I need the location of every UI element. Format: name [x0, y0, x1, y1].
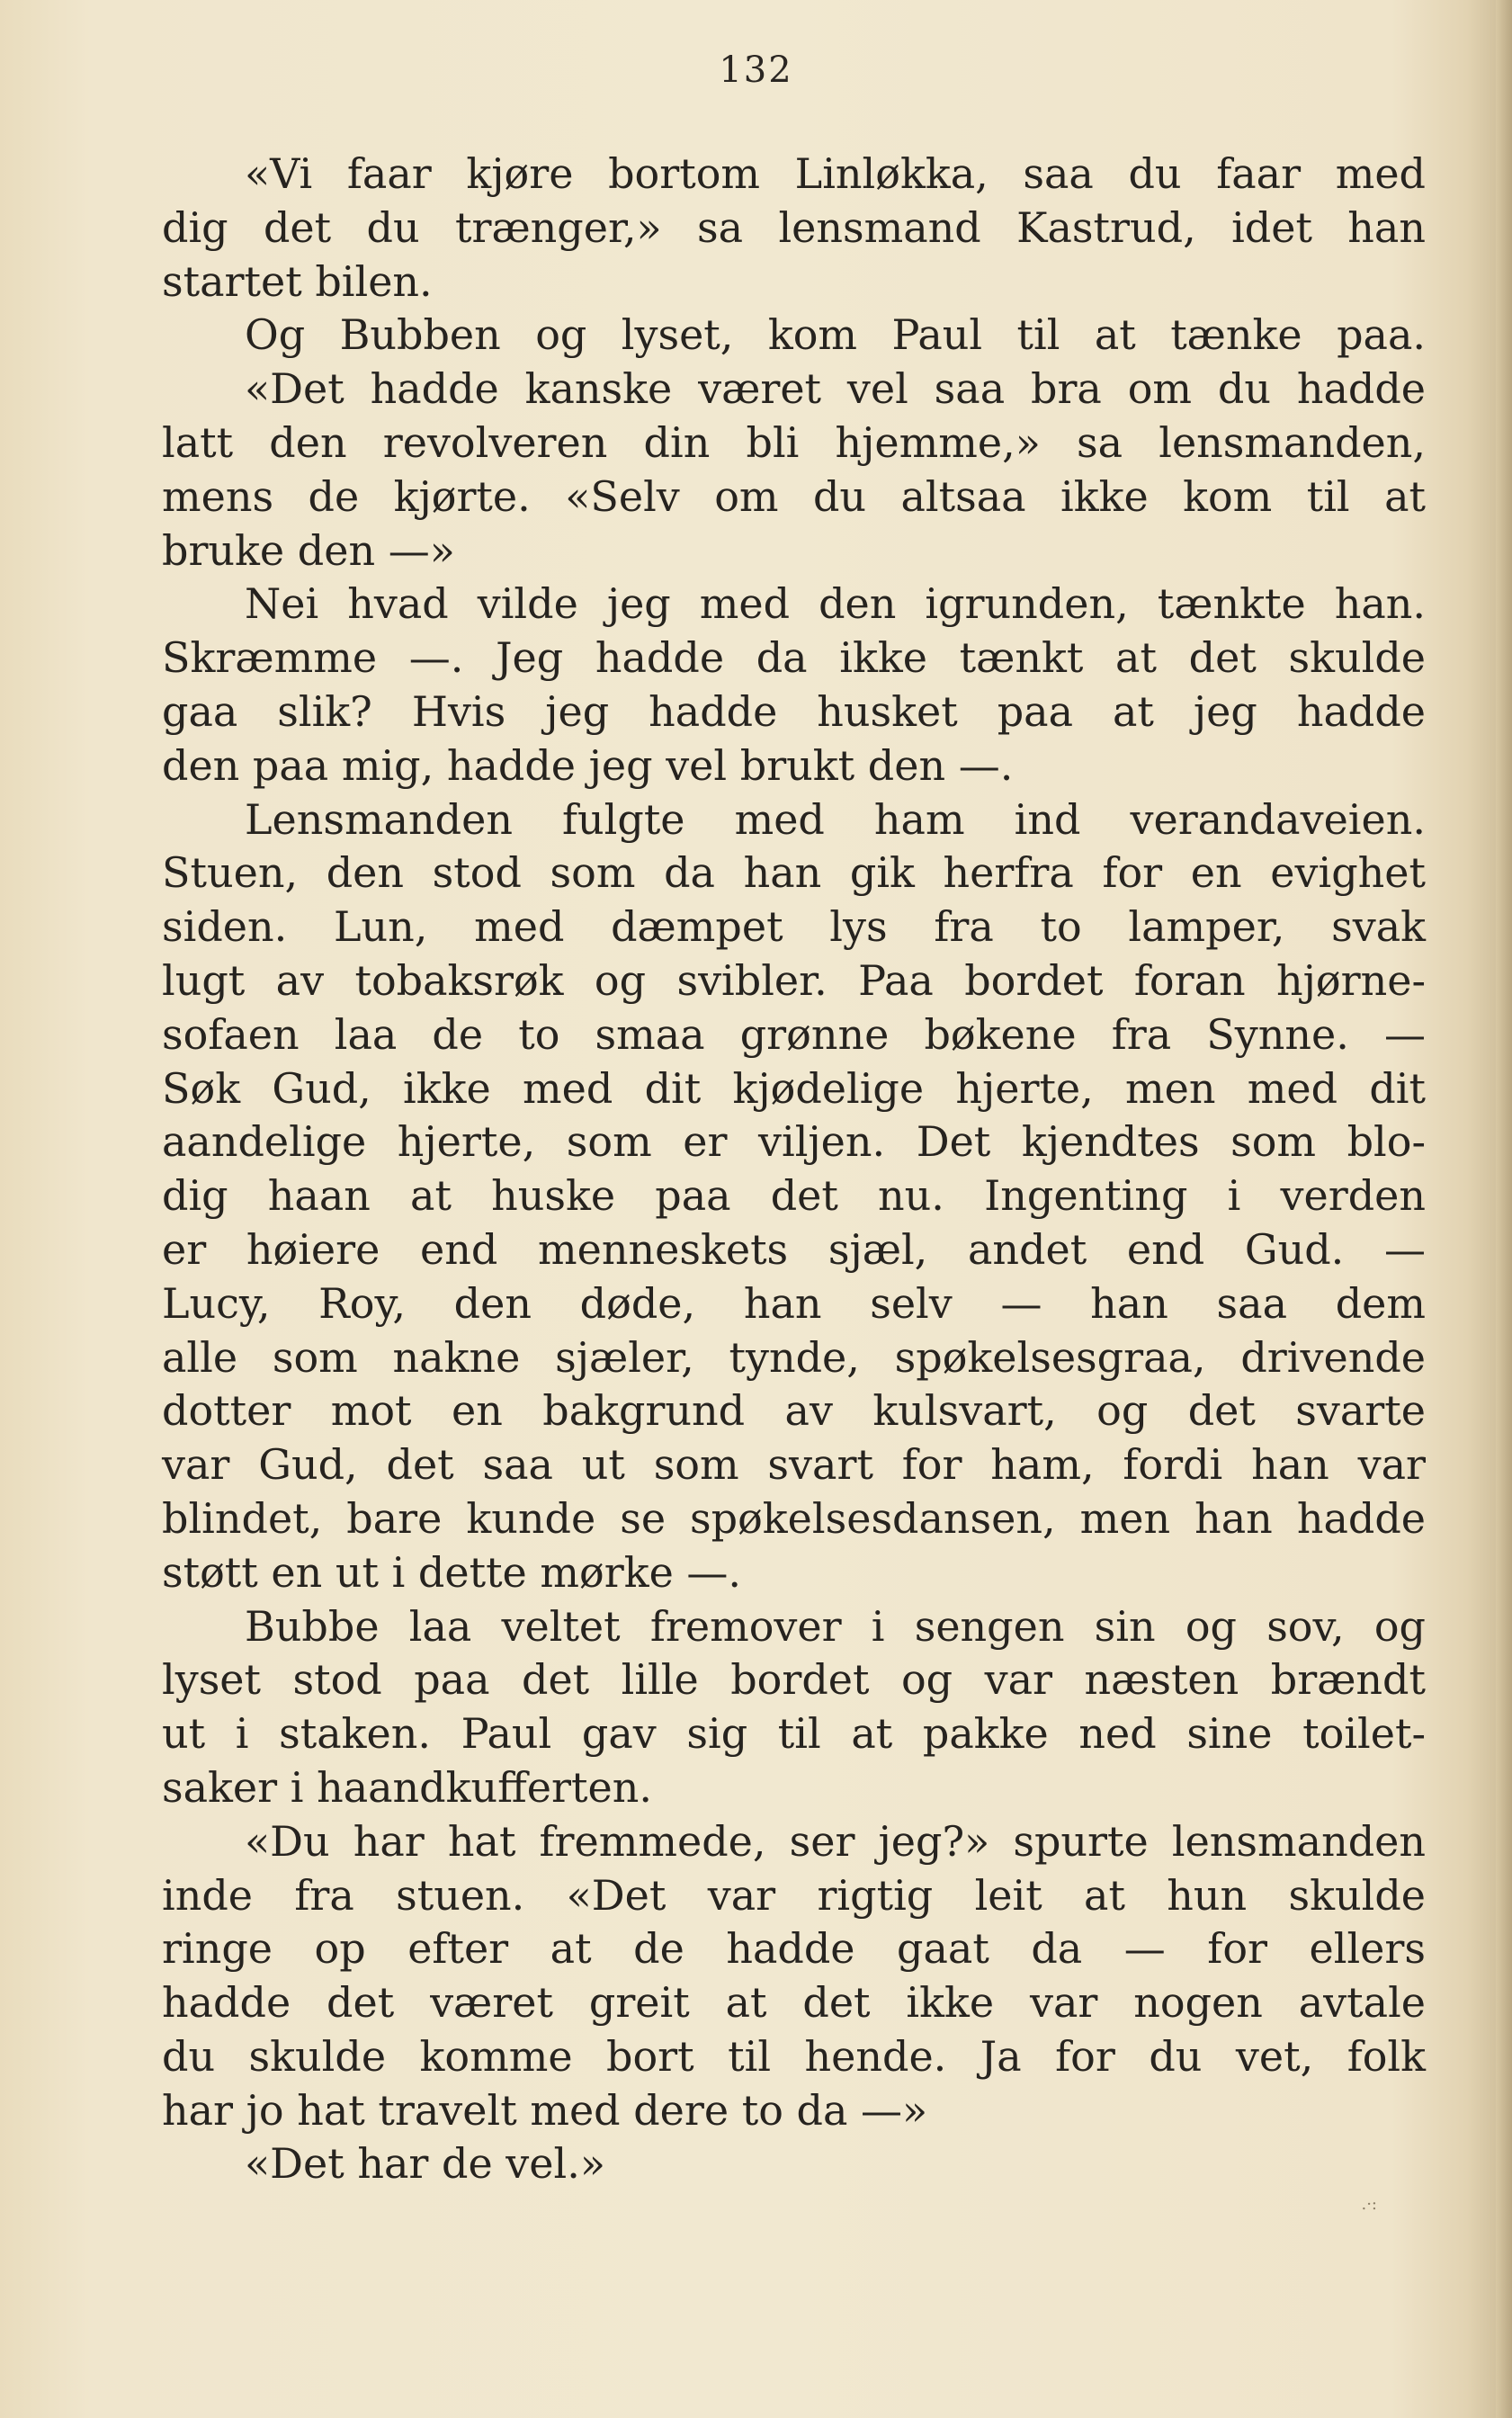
text-line: Skræmme —. Jeg hadde da ikke tænkt at det skulde [162, 633, 1426, 683]
text-line: startet bilen. [162, 256, 433, 306]
text-line: Lensmanden fulgte med ham ind verandaveien. [245, 794, 1426, 844]
text-line: Bubbe laa veltet fremover i sengen sin og sov, og [245, 1601, 1426, 1651]
text-line: Nei hvad vilde jeg med den igrunden, tænkte han. [245, 579, 1426, 629]
text-line: den paa mig, hadde jeg vel brukt den —. [162, 740, 1014, 790]
text-line: var Gud, det saa ut som svart for ham, fordi han var [162, 1440, 1426, 1490]
page-edge [1496, 0, 1512, 2418]
text-line: blindet, bare kunde se spøkelsesdansen, men han hadde [162, 1493, 1426, 1543]
page-number: 132 [719, 49, 793, 91]
text-line: «Vi faar kjøre bortom Linløkka, saa du faar med [245, 149, 1426, 198]
text-line: bruke den —» [162, 525, 455, 575]
text-line: gaa slik? Hvis jeg hadde husket paa at jeg hadde [162, 686, 1426, 736]
text-line: ringe op efter at de hadde gaat da — for ellers [162, 1924, 1426, 1974]
text-line: «Det har de vel.» [245, 2139, 605, 2189]
text-line: Søk Gud, ikke med dit kjødelige hjerte, men med dit [162, 1063, 1426, 1113]
text-line: aandelige hjerte, som er viljen. Det kjendtes som blo- [162, 1117, 1426, 1167]
text-line: alle som nakne sjæler, tynde, spøkelsesgraa, drivende [162, 1332, 1426, 1382]
text-line: sofaen laa de to smaa grønne bøkene fra Synne. — [162, 1009, 1426, 1059]
text-line: siden. Lun, med dæmpet lys fra to lamper, svak [162, 902, 1426, 952]
text-line: ut i staken. Paul gav sig til at pakke ned sine toilet- [162, 1709, 1426, 1759]
text-line: Lucy, Roy, den døde, han selv — han saa dem [162, 1278, 1426, 1328]
text-line: hadde det været greit at det ikke var nogen avtale [162, 1978, 1426, 2028]
text-line: dig det du trænger,» sa lensmand Kastrud, idet han [162, 202, 1426, 252]
text-line: «Du har hat fremmede, ser jeg?» spurte lensmanden [245, 1816, 1426, 1866]
text-line: mens de kjørte. «Selv om du altsaa ikke kom til at [162, 471, 1426, 521]
text-line: lugt av tobaksrøk og svibler. Paa bordet foran hjørne- [162, 955, 1426, 1005]
text-line: dig haan at huske paa det nu. Ingenting i verden [162, 1171, 1426, 1221]
text-line: Stuen, den stod som da han gik herfra for en evighet [162, 848, 1426, 898]
text-line: inde fra stuen. «Det var rigtig leit at hun skulde [162, 1870, 1426, 1920]
text-line: du skulde komme bort til hende. Ja for du vet, folk [162, 2031, 1426, 2081]
text-line: har jo hat travelt med dere to da —» [162, 2085, 928, 2135]
body-text [162, 148, 1426, 2191]
text-line: lyset stod paa det lille bordet og var næsten brændt [162, 1655, 1426, 1705]
text-line: saker i haandkufferten. [162, 1762, 652, 1812]
text-line: støtt en ut i dette mørke —. [162, 1547, 742, 1597]
text-line: Og Bubben og lyset, kom Paul til at tænke paa. [245, 310, 1426, 360]
text-line: dotter mot en bakgrund av kulsvart, og det svarte [162, 1386, 1426, 1436]
text-line: «Det hadde kanske været vel saa bra om du hadde [245, 364, 1426, 414]
text-line: latt den revolveren din bli hjemme,» sa lensmanden, [162, 417, 1426, 467]
text-line: er høiere end menneskets sjæl, andet end Gud. — [162, 1224, 1426, 1274]
paper-speck: .·: [1361, 2195, 1377, 2214]
